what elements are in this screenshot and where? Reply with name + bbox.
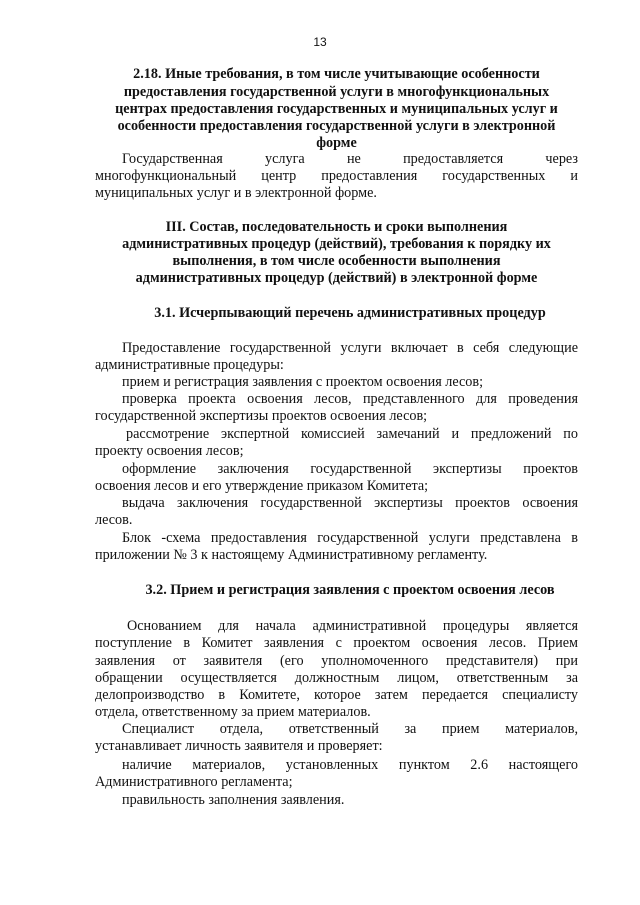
section-3-2-body-line: делопроизводство в Комитете, которое затем передается специалисту [95,687,578,703]
chapter-3-heading-line: административных процедур (действий) в электронной форме [135,270,538,286]
section-2-18-body-line: многофункциональный центр предоставления государственных и [95,168,578,184]
section-3-1-body-line: выдача заключения государственной экспертизы проектов освоения [122,495,578,511]
section-2-18-heading-line: особенности предоставления государственной услуги в электронной [117,118,556,134]
page-number: 13 [313,35,327,49]
section-3-2-heading: 3.2. Прием и регистрация заявления с проектом освоения лесов [145,582,555,598]
section-2-18-heading-line: предоставления государственной услуги в многофункциональных [123,84,550,100]
section-3-2-body-line: обращении осуществляется должностным лицом, ответственным за [95,670,578,686]
section-2-18-heading-line: 2.18. Иные требования, в том числе учитывающие особенности [133,66,540,82]
section-3-2-body-line: устанавливает личность заявителя и проверяет: [95,738,383,754]
section-3-2-body-line: отдела, ответственному за прием материалов. [95,704,371,720]
section-3-1-body-line: Предоставление государственной услуги включает в себя следующие [122,340,578,356]
section-3-1-body-line: приложении № 3 к настоящему Административному регламенту. [95,547,488,563]
section-3-1-heading: 3.1. Исчерпывающий перечень административных процедур [154,305,546,321]
section-2-18-body-line: Государственная услуга не предоставляется через [122,151,578,167]
chapter-3-heading-line: III. Состав, последовательность и сроки выполнения [165,219,508,235]
section-3-2-body-line: Специалист отдела, ответственный за прием материалов, [122,721,578,737]
section-3-2-body-line: Основанием для начала административной процедуры является [127,618,578,634]
section-2-18-heading-line: центрах предоставления государственных и муниципальных услуг и [115,101,558,117]
section-3-1-body-line: лесов. [95,512,133,528]
section-3-2-body-line: заявления от заявителя (его уполномоченного представителя) при [95,653,578,669]
section-3-2-body-line: наличие материалов, установленных пунктом 2.6 настоящего [122,757,578,773]
chapter-3-heading-line: выполнения, в том числе особенности выполнения [172,253,501,269]
section-3-1-body-line: проверка проекта освоения лесов, представленного для проведения [122,391,578,407]
section-3-1-body-line: оформление заключения государственной экспертизы проектов [122,461,578,477]
section-3-1-body-line: проекту освоения лесов; [95,443,244,459]
section-2-18-heading-line: форме [316,135,357,151]
section-3-1-body-line: рассмотрение экспертной комиссией замечаний и предложений по [126,426,578,442]
section-2-18-body-line: муниципальных услуг и в электронной форме. [95,185,377,201]
section-3-2-body-line: правильность заполнения заявления. [122,792,345,808]
chapter-3-heading-line: административных процедур (действий), требования к порядку их [122,236,551,252]
section-3-2-body-line: поступление в Комитет заявления с проектом освоения лесов. Прием [95,635,578,651]
section-3-1-body-line: Блок -схема предоставления государственной услуги представлена в [122,530,578,546]
section-3-1-body-line: прием и регистрация заявления с проектом освоения лесов; [122,374,484,390]
section-3-2-body-line: Административного регламента; [95,774,293,790]
section-3-1-body-line: административные процедуры: [95,357,284,373]
section-3-1-body-line: освоения лесов и его утверждение приказом Комитета; [95,478,429,494]
section-3-1-body-line: государственной экспертизы проектов освоения лесов; [95,408,428,424]
